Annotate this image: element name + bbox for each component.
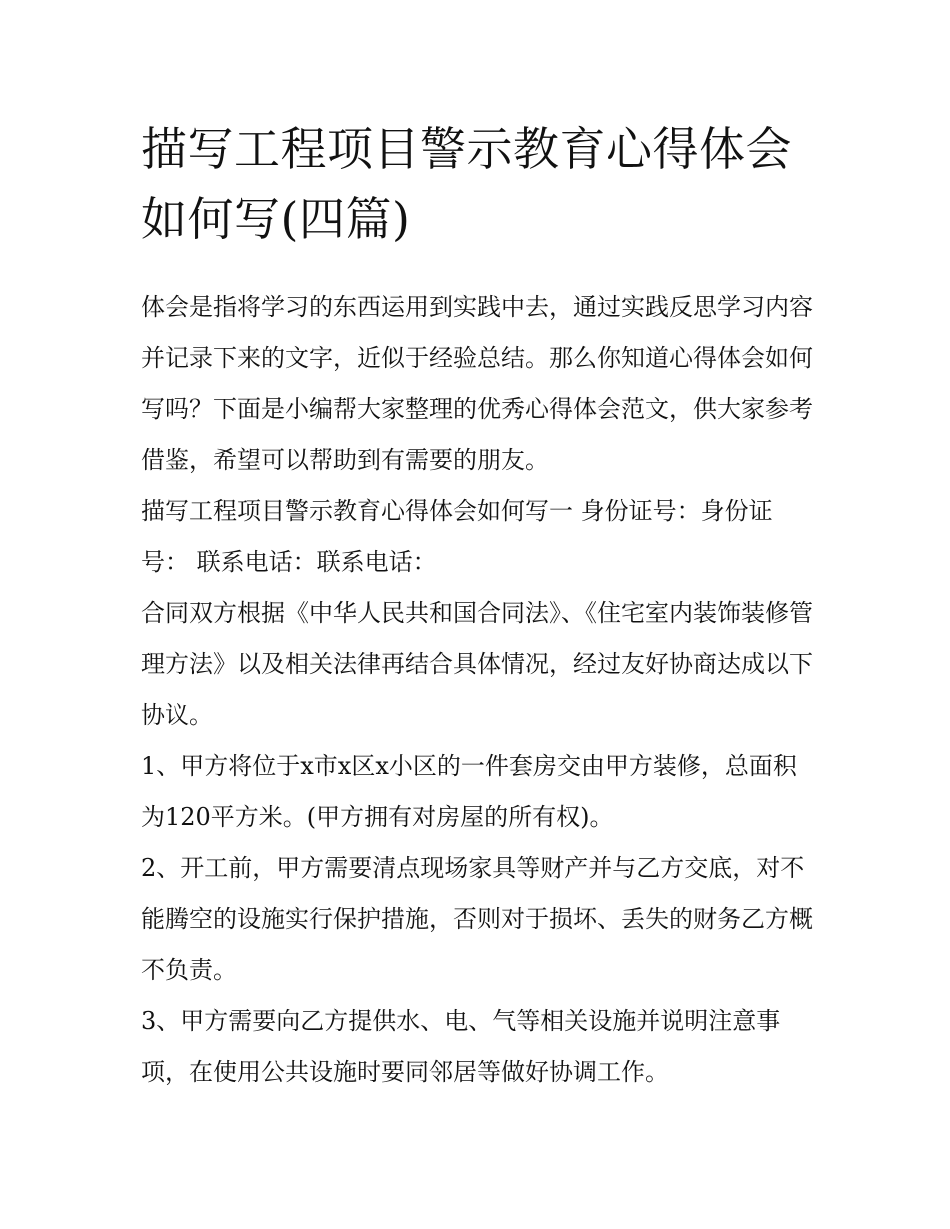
document-content	[141, 114, 813, 1098]
clause-3-paragraph: 3、甲方需要向乙方提供水、电、气等相关设施并说明注意事项，在使用公共设施时要同邻居等做好协调工作。	[141, 1007, 781, 1086]
document-body	[141, 282, 813, 1098]
clause-1-paragraph: 1、甲方将位于x市x区x小区的一件套房交由甲方装修，总面积为120平方米。(甲方拥有对房屋的所有权)。	[141, 752, 797, 831]
contract-preamble-paragraph: 合同双方根据《中华人民共和国合同法》、《住宅室内装饰装修管理方法》以及相关法律再结合具体情况，经过友好协商达成以下协议。	[141, 599, 813, 729]
section-heading-paragraph: 描写工程项目警示教育心得体会如何写一 身份证号：身份证号： 联系电话：联系电话：	[141, 497, 773, 576]
intro-paragraph: 体会是指将学习的东西运用到实践中去，通过实践反思学习内容并记录下来的文字，近似于经验总结。那么你知道心得体会如何写吗？下面是小编帮大家整理的优秀心得体会范文，供大家参考借鉴，希望可以帮助到有需要的朋友。	[141, 293, 813, 474]
clause-2-paragraph: 2、开工前，甲方需要清点现场家具等财产并与乙方交底，对不能腾空的设施实行保护措施，否则对于损坏、丢失的财务乙方概不负责。	[141, 854, 813, 984]
document-title: 描写工程项目警示教育心得体会如何写(四篇)	[141, 122, 792, 246]
